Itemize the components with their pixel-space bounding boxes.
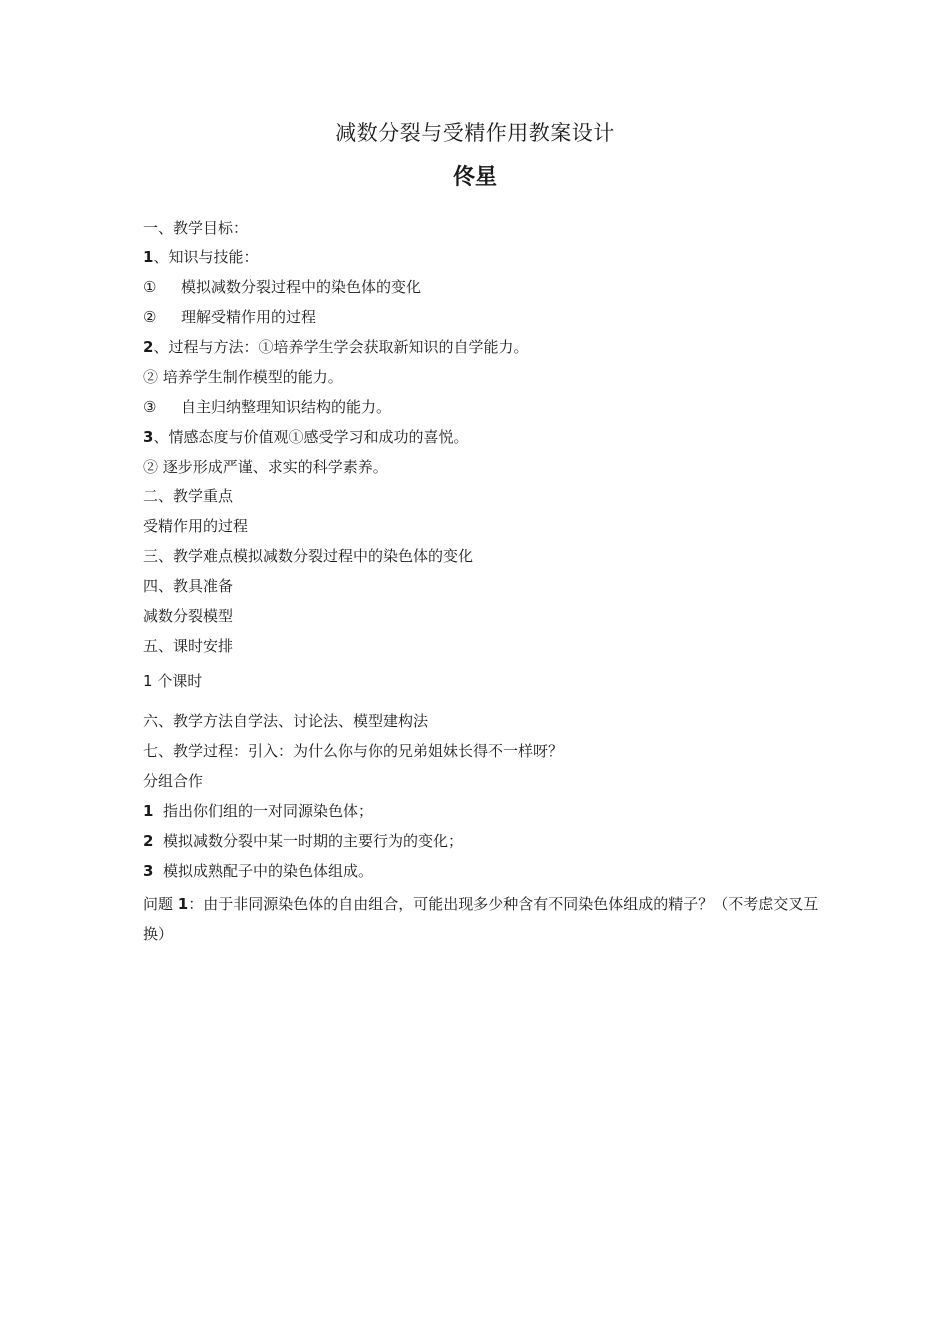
- goal-process-methods: [143, 336, 833, 358]
- item-number: 1: [143, 802, 154, 820]
- section-schedule: 五、课时安排: [143, 637, 234, 655]
- goal-item-2: [143, 306, 833, 328]
- item-marker: ①: [143, 278, 157, 296]
- section-teaching-aids: 四、教具准备: [143, 577, 234, 595]
- item-number: 2: [143, 338, 154, 356]
- item-text: 自主归纳整理知识结构的能力。: [181, 398, 392, 416]
- schedule-text: [143, 670, 833, 692]
- item-text: 指出你们组的一对同源染色体；: [153, 802, 373, 820]
- process-item-2: ② 培养学生制作模型的能力。: [143, 368, 343, 386]
- item-text: 模拟减数分裂过程中的染色体的变化: [181, 278, 422, 296]
- item-number: 3: [143, 428, 154, 446]
- item-marker: ③: [143, 398, 157, 416]
- group-task-3: [143, 860, 833, 882]
- goal-item-1: [143, 276, 833, 298]
- item-number: 2: [143, 832, 154, 850]
- item-text: 模拟成熟配子中的染色体组成。: [153, 862, 373, 880]
- item-text: 、过程与方法：①培养学生学会获取新知识的自学能力。: [153, 338, 529, 356]
- document-author: 佟星: [452, 165, 497, 190]
- teaching-aids-text: 减数分裂模型: [143, 607, 234, 625]
- key-points-text: 受精作用的过程: [143, 517, 249, 535]
- item-text: 模拟减数分裂中某一时期的主要行为的变化；: [153, 832, 463, 850]
- item-text: 理解受精作用的过程: [181, 308, 317, 326]
- item-number: 1: [143, 248, 154, 266]
- question-prefix: 问题: [143, 895, 178, 913]
- section-key-points: 二、教学重点: [143, 487, 234, 505]
- item-marker: ②: [143, 308, 157, 326]
- group-work-heading: 分组合作: [143, 772, 204, 790]
- item-text: 个课时: [152, 672, 203, 690]
- item-number: 3: [143, 862, 154, 880]
- question-number: 1: [177, 895, 189, 913]
- group-task-1: [143, 800, 833, 822]
- item-text: 、知识与技能：: [153, 248, 259, 266]
- section-difficulties: 三、教学难点模拟减数分裂过程中的染色体的变化: [143, 547, 474, 565]
- question-text: ：由于非同源染色体的自由组合，可能出现多少种含有不同染色体组成的精子？（不考虑交叉互换）: [143, 895, 819, 943]
- attitude-item-2: ② 逐步形成严谨、求实的科学素养。: [143, 458, 388, 476]
- item-text: 、情感态度与价值观①感受学习和成功的喜悦。: [153, 428, 469, 446]
- question-1: [143, 889, 823, 949]
- item-number: 1: [143, 672, 153, 690]
- goal-attitude-values: [143, 426, 833, 448]
- group-task-2: [143, 830, 833, 852]
- section-methods: 六、教学方法自学法、讨论法、模型建构法: [143, 712, 429, 730]
- goal-knowledge-skills: [143, 246, 833, 268]
- section-process: 七、教学过程：引入：为什么你与你的兄弟姐妹长得不一样呀？: [143, 742, 564, 760]
- process-item-3: [143, 396, 833, 418]
- section-teaching-goals: 一、教学目标：: [143, 219, 249, 237]
- document-title: 减数分裂与受精作用教案设计: [335, 121, 615, 145]
